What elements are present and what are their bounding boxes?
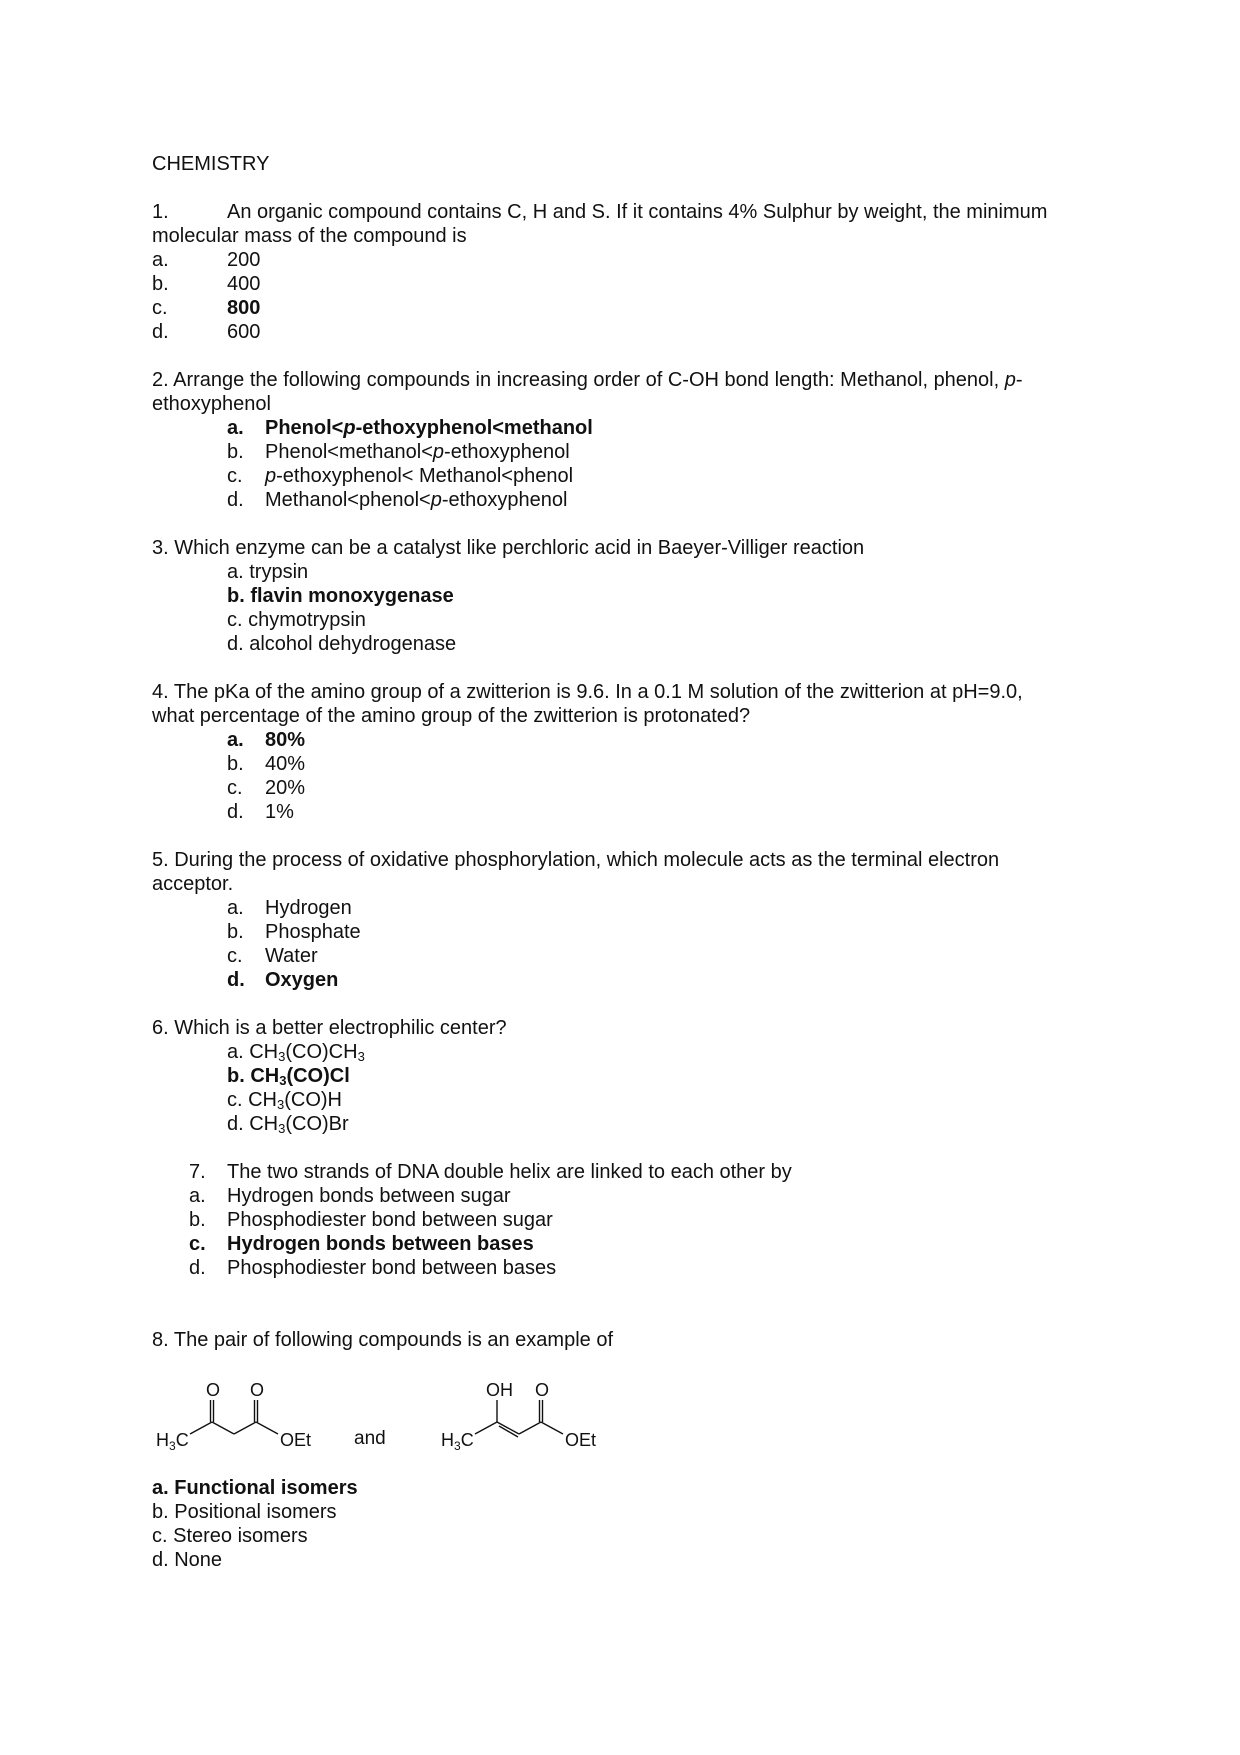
question-text: ethoxyphenol <box>152 393 271 415</box>
question-text: what percentage of the amino group of the zwitterion is protonated? <box>152 705 751 727</box>
option-label: b. <box>227 921 244 943</box>
option-text: 40% <box>265 753 306 775</box>
option-label: a. <box>152 249 169 271</box>
option-label: a. <box>189 1185 206 1207</box>
question-text: An organic compound contains C, H and S. If it contains 4% Sulphur by weight, the minimum <box>227 201 1048 223</box>
question-text: 3. Which enzyme can be a catalyst like perchloric acid in Baeyer-Villiger reaction <box>152 537 865 559</box>
option-text: Phosphodiester bond between sugar <box>227 1209 553 1231</box>
structure-enol <box>475 1400 563 1437</box>
question-text: 6. Which is a better electrophilic center? <box>152 1017 507 1039</box>
methyl-label: $H_3C$ <box>441 1430 474 1453</box>
question-number: 1. <box>152 201 169 223</box>
option-label: b. <box>227 441 244 463</box>
option-text: d. None <box>152 1549 223 1571</box>
page-title: CHEMISTRY <box>152 153 270 175</box>
option-text: 20% <box>265 777 306 799</box>
option-label: d. <box>152 321 169 343</box>
option-text: p-ethoxyphenol< Methanol<phenol <box>265 465 574 487</box>
oxygen-label: O <box>250 1380 265 1400</box>
option-text: c. CH3(CO)H <box>227 1089 342 1112</box>
option-text: Hydrogen bonds between sugar <box>227 1185 511 1207</box>
and-label: and <box>354 1428 386 1449</box>
correct-option-text: Hydrogen bonds between bases <box>227 1233 534 1255</box>
correct-option-text: Phenol<p-ethoxyphenol<methanol <box>265 417 593 439</box>
option-text: c. chymotrypsin <box>227 609 366 631</box>
methyl-label: $H_3C$ <box>156 1430 189 1453</box>
correct-option-text: 800 <box>227 297 261 319</box>
correct-option-text: 80% <box>265 729 306 751</box>
question-text: acceptor. <box>152 873 234 895</box>
question-text: 2. Arrange the following compounds in increasing order of C-OH bond length: Methanol, phenol, p- <box>152 369 1023 391</box>
option-label: c. <box>189 1233 206 1255</box>
option-text: Hydrogen <box>265 897 352 919</box>
correct-option-text: a. Functional isomers <box>152 1477 358 1499</box>
option-label: a. <box>227 897 244 919</box>
question-text: 4. The pKa of the amino group of a zwitterion is 9.6. In a 0.1 M solution of the zwitterion at pH=9.0, <box>152 681 1023 703</box>
option-label: c. <box>227 777 243 799</box>
structure-keto <box>190 1400 278 1434</box>
option-label: b. <box>152 273 169 295</box>
option-text: a. CH3(CO)CH3 <box>227 1041 365 1064</box>
option-label: a. <box>227 729 244 751</box>
oxygen-label: O <box>206 1380 221 1400</box>
option-label: b. <box>227 753 244 775</box>
ethoxy-label: OEt <box>280 1430 312 1450</box>
question-text: 8. The pair of following compounds is an example of <box>152 1329 614 1351</box>
question-number: 7. <box>189 1161 206 1183</box>
option-label: d. <box>227 969 245 991</box>
option-label: b. <box>189 1209 206 1231</box>
option-text: 600 <box>227 321 261 343</box>
option-text: Phosphodiester bond between bases <box>227 1257 557 1279</box>
ethoxy-label: OEt <box>565 1430 597 1450</box>
option-label: c. <box>227 945 243 967</box>
question-text: 5. During the process of oxidative phosphorylation, which molecule acts as the terminal electron <box>152 849 1000 871</box>
option-text: 1% <box>265 801 294 823</box>
option-label: d. <box>189 1257 206 1279</box>
option-text: c. Stereo isomers <box>152 1525 308 1547</box>
option-label: d. <box>227 489 244 511</box>
hydroxyl-label: OH <box>486 1380 513 1400</box>
option-text: Methanol<phenol<p-ethoxyphenol <box>265 489 568 511</box>
question-text: The two strands of DNA double helix are linked to each other by <box>227 1161 792 1183</box>
correct-option-text: Oxygen <box>265 969 339 991</box>
option-label: a. <box>227 417 244 439</box>
oxygen-label: O <box>535 1380 550 1400</box>
option-text: Phenol<methanol<p-ethoxyphenol <box>265 441 570 463</box>
correct-option-text: b. CH3(CO)Cl <box>227 1065 350 1088</box>
option-label: d. <box>227 801 244 823</box>
option-text: b. Positional isomers <box>152 1501 337 1523</box>
option-text: d. alcohol dehydrogenase <box>227 633 457 655</box>
question-text: molecular mass of the compound is <box>152 225 467 247</box>
option-text: d. CH3(CO)Br <box>227 1113 349 1136</box>
option-text: Water <box>265 945 318 967</box>
option-text: 400 <box>227 273 261 295</box>
option-label: c. <box>227 465 243 487</box>
option-text: 200 <box>227 249 261 271</box>
option-text: Phosphate <box>265 921 361 943</box>
correct-option-text: b. flavin monoxygenase <box>227 585 454 607</box>
option-label: c. <box>152 297 168 319</box>
option-text: a. trypsin <box>227 561 309 583</box>
chemical-structures <box>140 1370 620 1460</box>
